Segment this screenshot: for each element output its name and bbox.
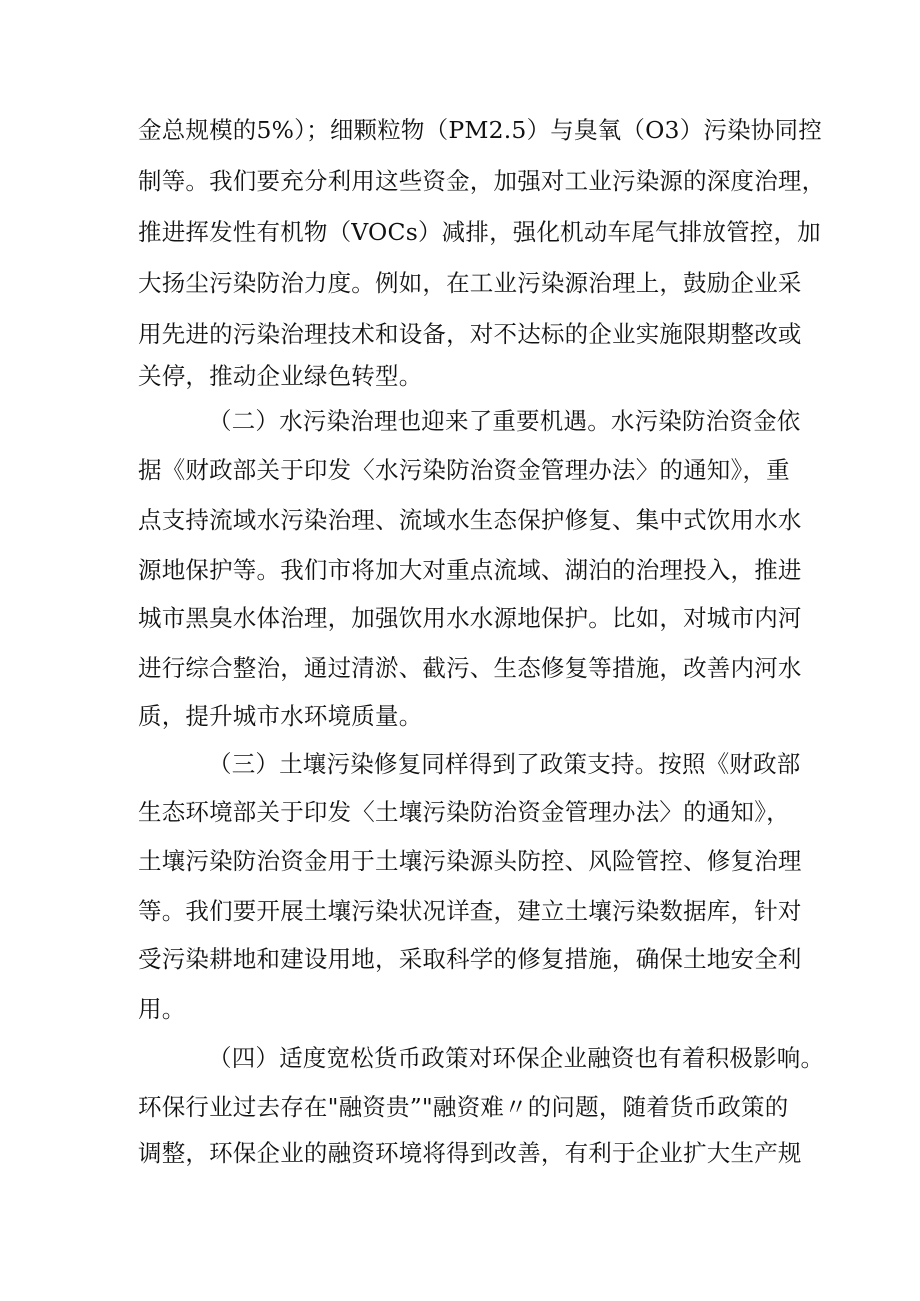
text-line: 金总规模的5%）；细颗粒物（PM2.5）与臭氧（O3）污染协同控: [138, 116, 822, 144]
text-line: 环保行业过去存在"融资贵”"融资难〃的问题，随着货币政策的: [138, 1093, 789, 1121]
text-line: 等。我们要开展土壤污染状况详查，建立土壤污染数据库，针对: [138, 897, 802, 925]
text-line: 调整，环保企业的融资环境将得到改善，有利于企业扩大生产规: [138, 1139, 802, 1167]
text-line: 城市黑臭水体治理，加强饮用水水源地保护。比如，对城市内河: [138, 604, 802, 632]
text-line: 源地保护等。我们市将加大对重点流域、湖泊的治理投入，推进: [138, 556, 802, 584]
paragraph-heading-2: （二）水污染治理也迎来了重要机遇。水污染防治资金依: [208, 407, 801, 435]
text-line: 用先进的污染治理技术和设备，对不达标的企业实施限期整改或: [138, 320, 802, 348]
paragraph-heading-4: （四）适度宽松货币政策对环保企业融资也有着积极影响。: [208, 1044, 825, 1072]
text-line: 据《财政部关于印发〈水污染防治资金管理办法〉的通知》，重: [138, 456, 790, 484]
text-line: 用。: [138, 995, 186, 1023]
text-line: 质，提升城市水环境质量。: [138, 702, 423, 730]
paragraph-heading-3: （三）土壤污染修复同样得到了政策支持。按照《财政部: [208, 750, 801, 778]
text-line: 制等。我们要充分利用这些资金，加强对工业污染源的深度治理，: [138, 167, 826, 195]
text-line: 大扬尘污染防治力度。例如，在工业污染源治理上，鼓励企业采: [138, 269, 802, 297]
text-line: 进行综合整治，通过清淤、截污、生态修复等措施，改善内河水: [138, 654, 802, 682]
text-line: 土壤污染防治资金用于土壤污染源头防控、风险管控、修复治理: [138, 847, 802, 875]
text-line: 点支持流域水污染治理、流域水生态保护修复、集中式饮用水水: [138, 506, 802, 534]
text-line: 推进挥发性有机物（VOCs）减排，强化机动车尾气排放管控，加: [138, 218, 821, 246]
text-line: 生态环境部关于印发〈土壤污染防治资金管理办法〉的通知》，: [138, 798, 790, 826]
text-line: 受污染耕地和建设用地，采取科学的修复措施，确保土地安全利: [138, 945, 802, 973]
text-line: 关停，推动企业绿色转型。: [138, 362, 423, 390]
